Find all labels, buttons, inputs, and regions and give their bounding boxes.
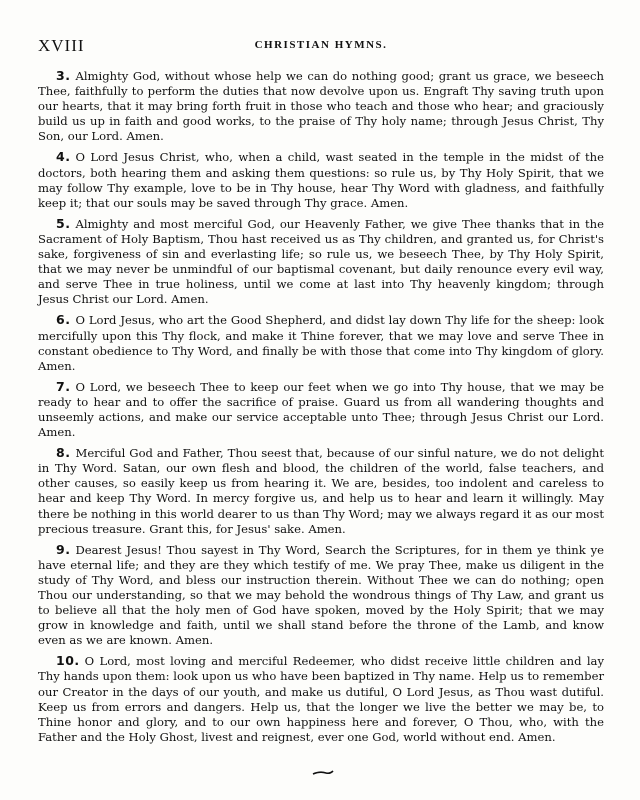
prayer-paragraph [38,68,604,144]
prayer-text: O Lord, most loving and merciful Redeemer, who didst receive little children and lay Thy hands upon them: look upon us who have been baptized in Thy name. Help us to remember our Creator in the days of our youth, and make us dutiful, O Lord Jesus, as Thou wast dutiful. Keep us from errors and dangers. Help us, that the longer we live the better we may be, to Thine honor and glory, and to our own happiness here and forever, O Thou, who, with the Father and the Holy Ghost, livest and reignest, ever one God, world without end. Amen. [38,654,604,744]
prayer-paragraph [38,379,604,440]
prayer-paragraph [38,653,604,745]
prayer-number: 10. [56,653,80,669]
tail-ornament [312,770,334,776]
prayer-number: 3. [56,68,71,83]
prayer-text: Dearest Jesus! Thou sayest in Thy Word, Search the Scriptures, for in them ye think ye have eternal life; and they are they which testify of me. We pray Thee, make us diligent in the study of Thy Word, and bless our instruction therein. Without Thee we can do nothing; open Thou our understanding, so that we may behold the wondrous things of Thy Law, and grant us to believe all that the holy men of God have spoken, moved by the Holy Spirit; that we may grow in knowledge and faith, until we shall stand before the throne of the Lamb, and know even as we are known. Amen. [38,542,604,648]
prayer-paragraph [38,445,604,537]
prayer-text: O Lord Jesus Christ, who, when a child, wast seated in the temple in the midst of the doctors, both hearing them and asking them questions: so rule us, by Thy Holy Spirit, that we may follow Thy example, love to be in Thy house, hear Thy Word with gladness, and faithfully keep it; that our souls may be saved through Thy grace. Amen. [38,150,604,210]
prayer-number: 4. [56,149,71,165]
prayer-text: Merciful God and Father, Thou seest that, because of our sinful nature, we do not delight in Thy Word. Satan, our own flesh and blood, the children of the world, false teachers, and other causes, so easily keep us from hearing it. We are, besides, too indolent and careless to hear and keep Thy Word. In mercy forgive us, and help us to hear and learn it willingly. May there be nothing in this world dearer to us than Thy Word; may we always regard it as our most precious treasure. Grant this, for Jesus' sake. Amen. [38,446,604,536]
prayer-paragraph [38,312,604,373]
prayer-number: 6. [56,312,71,328]
prayer-paragraph [38,216,604,308]
prayer-number: 5. [56,215,71,231]
prayer-text: O Lord, we beseech Thee to keep our feet when we go into Thy house, that we may be ready to hear and to offer the sacrifice of praise. Guard us from all wandering thoughts and unseemly actions, and make our service acceptable unto Thee; through Jesus Christ our Lord. Amen. [38,379,604,440]
prayer-text: Almighty and most merciful God, our Heavenly Father, we give Thee thanks that in the Sacrament of Holy Baptism, Thou hast received us as Thy children, and granted us, for Christ's sake, forgiveness of sin and everlasting life; so rule us, we beseech Thee, by Thy Holy Spirit, that we may never be unmindful of our baptismal covenant, but daily renounce every evil way, and serve Thee in true holiness, until we come at last into Thy heavenly kingdom; through Jesus Christ our Lord. Amen. [38,216,604,307]
prayer-text: Almighty God, without whose help we can do nothing good; grant us grace, we beseech Thee, faithfully to perform the duties that now devolve upon us. Engraft Thy saving truth upon our hearts, that it may bring forth fruit in those who teach and those who hear; and graciously build us up in faith and good works, to the praise of Thy holy name; through Jesus Christ, Thy Son, our Lord. Amen. [38,69,604,144]
prayer-number: 8. [56,445,71,461]
prayer-number: 7. [56,378,71,394]
prayer-paragraph [38,542,604,649]
prayer-number: 9. [56,541,71,557]
page-number: XVIII [38,36,85,55]
prayer-list [38,68,604,750]
page-header [38,36,604,58]
prayer-paragraph [38,149,604,210]
running-head: CHRISTIAN HYMNS. [254,39,388,51]
prayer-text: O Lord Jesus, who art the Good Shepherd, and didst lay down Thy life for the sheep: look mercifully upon this Thy flock, and make it Thine forever, that we may love and serve Thee in constant obedience to Thy Word, and finally be with those that come into Thy kingdom of glory. Amen. [38,313,604,373]
